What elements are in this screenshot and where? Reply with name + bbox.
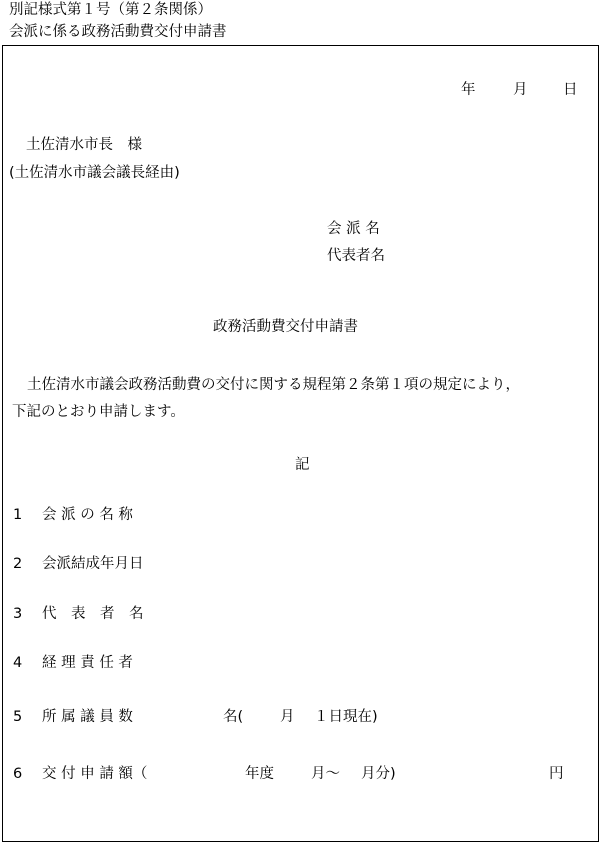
faction-name-label: 会 派 名: [327, 221, 380, 237]
addressee-via: (土佐清水市議会議長経由): [9, 165, 180, 181]
item-label: 会 派 の 名 称: [42, 507, 133, 523]
item-number: 6: [13, 766, 23, 782]
form-number: 別記様式第１号（第２条関係）: [9, 2, 212, 18]
item-label: 所 属 議 員 数: [42, 709, 133, 725]
item-number: 2: [13, 556, 23, 572]
fiscal-year-label: 年度: [245, 766, 274, 782]
item-label: 経 理 責 任 者: [42, 655, 133, 671]
ki-label: 記: [295, 457, 310, 473]
item-label: 代 表 者 名: [42, 606, 144, 622]
member-count-date: １日現在): [314, 709, 378, 725]
item-number: 1: [13, 507, 23, 523]
representative-label: 代表者名: [327, 248, 385, 264]
item-label: 会派結成年月日: [42, 556, 144, 572]
member-count-month: 月: [280, 709, 295, 725]
body-line-2: 下記のとおり申請します。: [12, 404, 185, 420]
yen-label: 円: [549, 766, 564, 782]
item-number: 3: [13, 606, 23, 622]
date-day: 日: [563, 82, 578, 98]
period-to-label: 月分): [361, 766, 396, 782]
document-frame: [2, 45, 599, 842]
date-month: 月: [513, 82, 528, 98]
document-title: 政務活動費交付申請書: [213, 319, 358, 335]
period-from-label: 月～: [311, 766, 340, 782]
member-count-unit: 名(: [223, 709, 244, 725]
item-number: 4: [13, 655, 23, 671]
body-line-1: 土佐清水市議会政務活動費の交付に関する規程第２条第１項の規定により，: [27, 377, 520, 393]
item-label: 交 付 申 請 額（: [42, 766, 148, 782]
date-year: 年: [461, 82, 476, 98]
form-title: 会派に係る政務活動費交付申請書: [9, 24, 227, 40]
addressee-to: 土佐清水市長 様: [26, 137, 142, 153]
item-number: 5: [13, 709, 23, 725]
